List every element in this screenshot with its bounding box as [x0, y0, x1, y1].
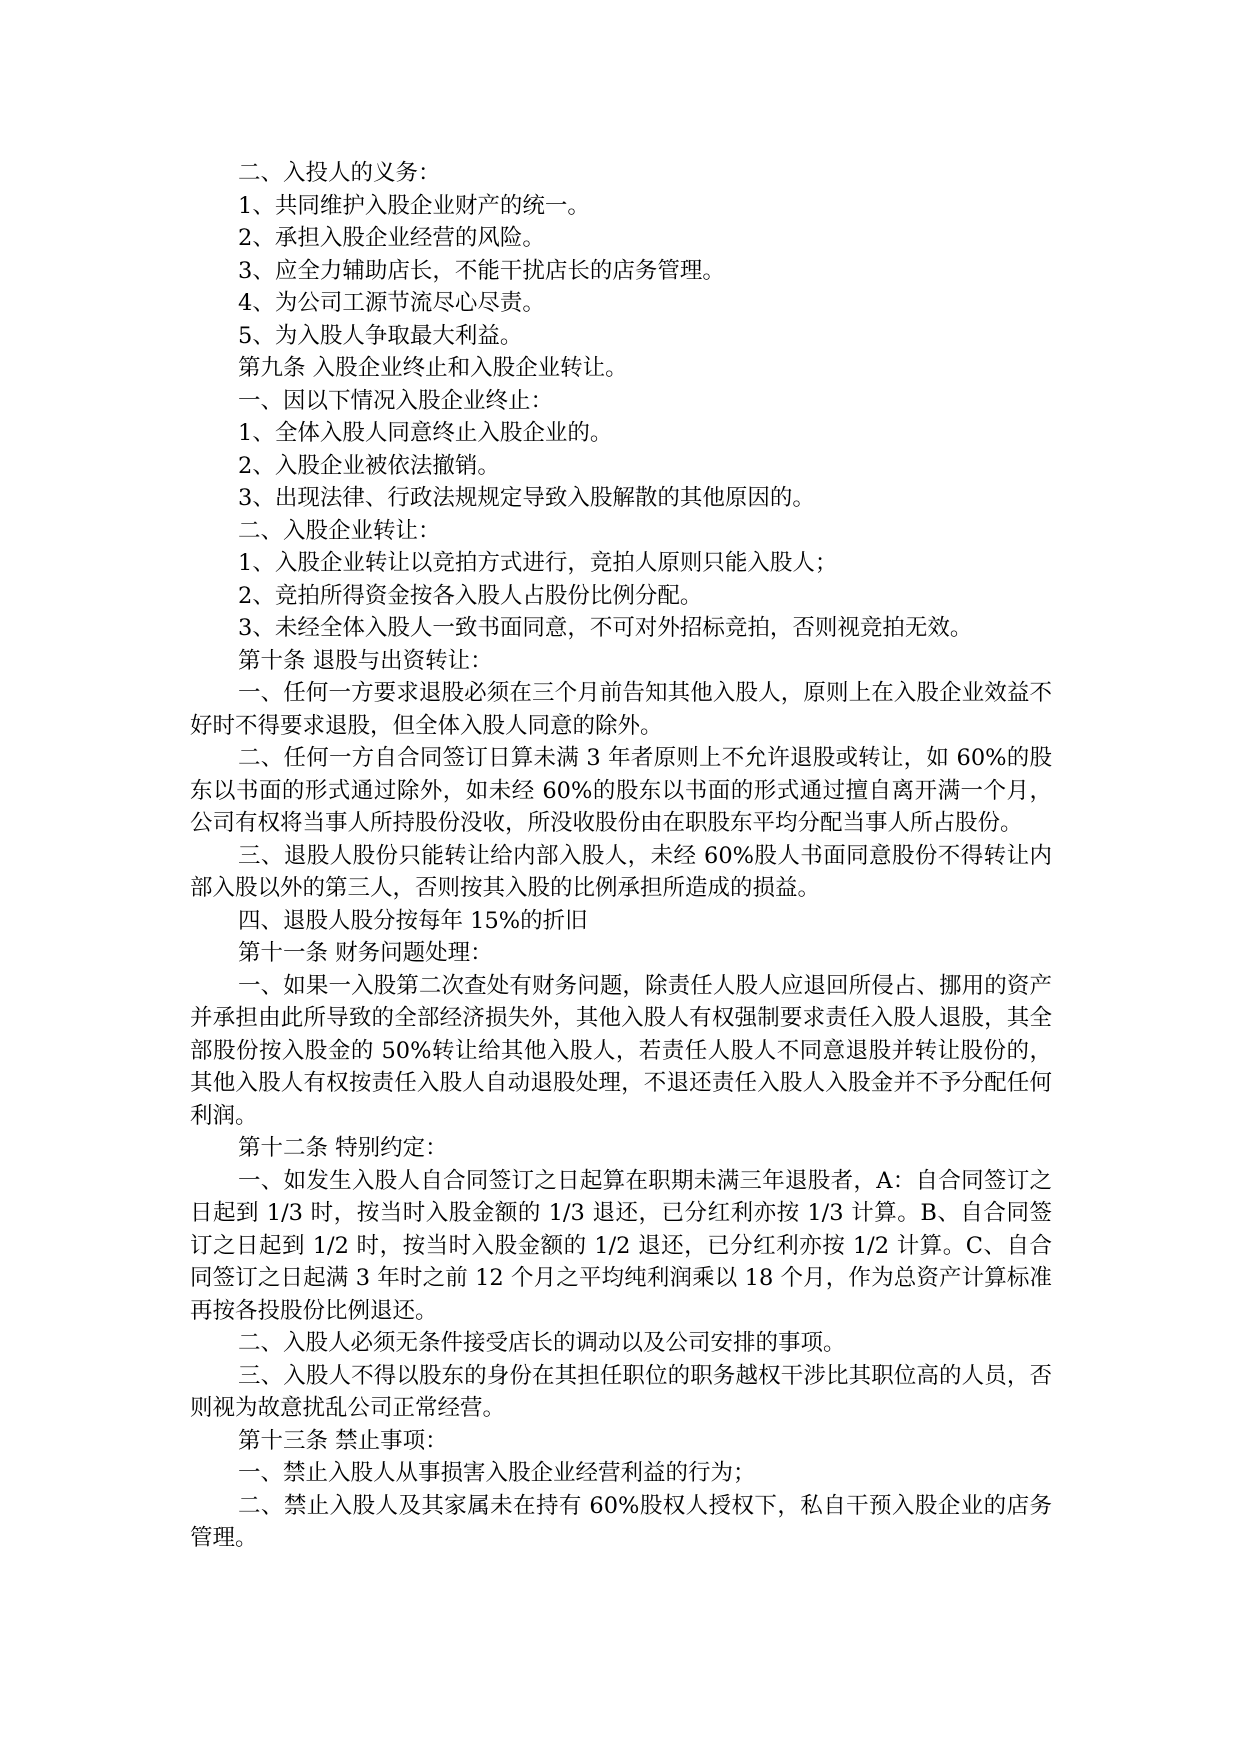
- section-heading: 第九条 入股企业终止和入股企业转让。: [238, 355, 628, 381]
- paragraph: 1、全体入股人同意终止入股企业的。: [238, 420, 613, 446]
- paragraph: 3、应全力辅助店长，不能干扰店长的店务管理。: [238, 257, 725, 284]
- section-heading: 第十二条 特别约定：: [238, 1135, 448, 1161]
- paragraph: 2、入股企业被依法撤销。: [238, 452, 500, 479]
- paragraph: 二、禁止入股人及其家属未在持有 60%股权人授权下，私自干预入股企业的店务管理。: [190, 1492, 1052, 1551]
- paragraph: 一、如发生入股人自合同签订之日起算在职期未满三年退股者，A：自合同签订之日起到 1/3 时，按当时入股金额的 1/3 退还，已分红利亦按 1/3 计算。B、自合同签订之日起到 1/2 时，按当时入股金额的 1/2 退还，已分红利亦按 1/2 计算。C、自合同签订之日起满 3 年时之前 12 个月之平均纯利润乘以 18 个月，作为总资产计算标准再按各投股份比例退还。: [190, 1167, 1052, 1324]
- document-page: [190, 157, 1052, 1555]
- paragraph: 一、因以下情况入股企业终止：: [238, 387, 554, 414]
- paragraph: 二、入投人的义务：: [238, 160, 441, 186]
- paragraph: 5、为入股人争取最大利益。: [238, 322, 523, 349]
- section-heading: 第十三条 禁止事项：: [238, 1427, 448, 1454]
- paragraph: 一、任何一方要求退股必须在三个月前告知其他入股人，原则上在入股企业效益不好时不得要求退股，但全体入股人同意的除外。: [190, 680, 1052, 739]
- paragraph: 一、禁止入股人从事损害入股企业经营利益的行为；: [238, 1460, 756, 1486]
- paragraph: 2、承担入股企业经营的风险。: [238, 225, 545, 251]
- paragraph: 4、为公司工源节流尽心尽责。: [238, 290, 545, 316]
- paragraph: 二、入股人必须无条件接受店长的调动以及公司安排的事项。: [238, 1330, 846, 1356]
- paragraph: 四、退股人股分按每年 15%的折旧: [238, 907, 588, 934]
- section-heading: 第十一条 财务问题处理：: [238, 940, 493, 966]
- paragraph: 一、如果一入股第二次查处有财务问题，除责任人股人应退回所侵占、挪用的资产并承担由此所导致的全部经济损失外，其他入股人有权强制要求责任入股人退股，其全部股份按入股金的 50%转让给其他入股人，若责任人股人不同意退股并转让股份的，其他入股人有权按责任入股人自动退股处理，不退还责任入股人入股金并不予分配任何利润。: [190, 972, 1052, 1129]
- paragraph: 3、出现法律、行政法规规定导致入股解散的其他原因的。: [238, 485, 815, 511]
- paragraph: 二、入股企业转让：: [238, 517, 441, 544]
- paragraph: 2、竞拍所得资金按各入股人占股份比例分配。: [238, 582, 703, 609]
- section-heading: 第十条 退股与出资转让：: [238, 647, 493, 674]
- paragraph: 三、退股人股份只能转让给内部入股人，未经 60%股人书面同意股份不得转让内部入股以外的第三人，否则按其入股的比例承担所造成的损益。: [190, 842, 1052, 901]
- paragraph: 1、入股企业转让以竞拍方式进行，竞拍人原则只能入股人；: [238, 550, 838, 576]
- paragraph: 3、未经全体入股人一致书面同意，不可对外招标竞拍，否则视竞拍无效。: [238, 615, 973, 641]
- paragraph: 二、任何一方自合同签订日算未满 3 年者原则上不允许退股或转让，如 60%的股东以书面的形式通过除外，如未经 60%的股东以书面的形式通过擅自离开满一个月，公司有权将当事人所持股份没收，所没收股份由在职股东平均分配当事人所占股份。: [190, 745, 1052, 836]
- paragraph: 1、共同维护入股企业财产的统一。: [238, 192, 590, 219]
- paragraph: 三、入股人不得以股东的身份在其担任职位的职务越权干涉比其职位高的人员，否则视为故意扰乱公司正常经营。: [190, 1362, 1052, 1421]
